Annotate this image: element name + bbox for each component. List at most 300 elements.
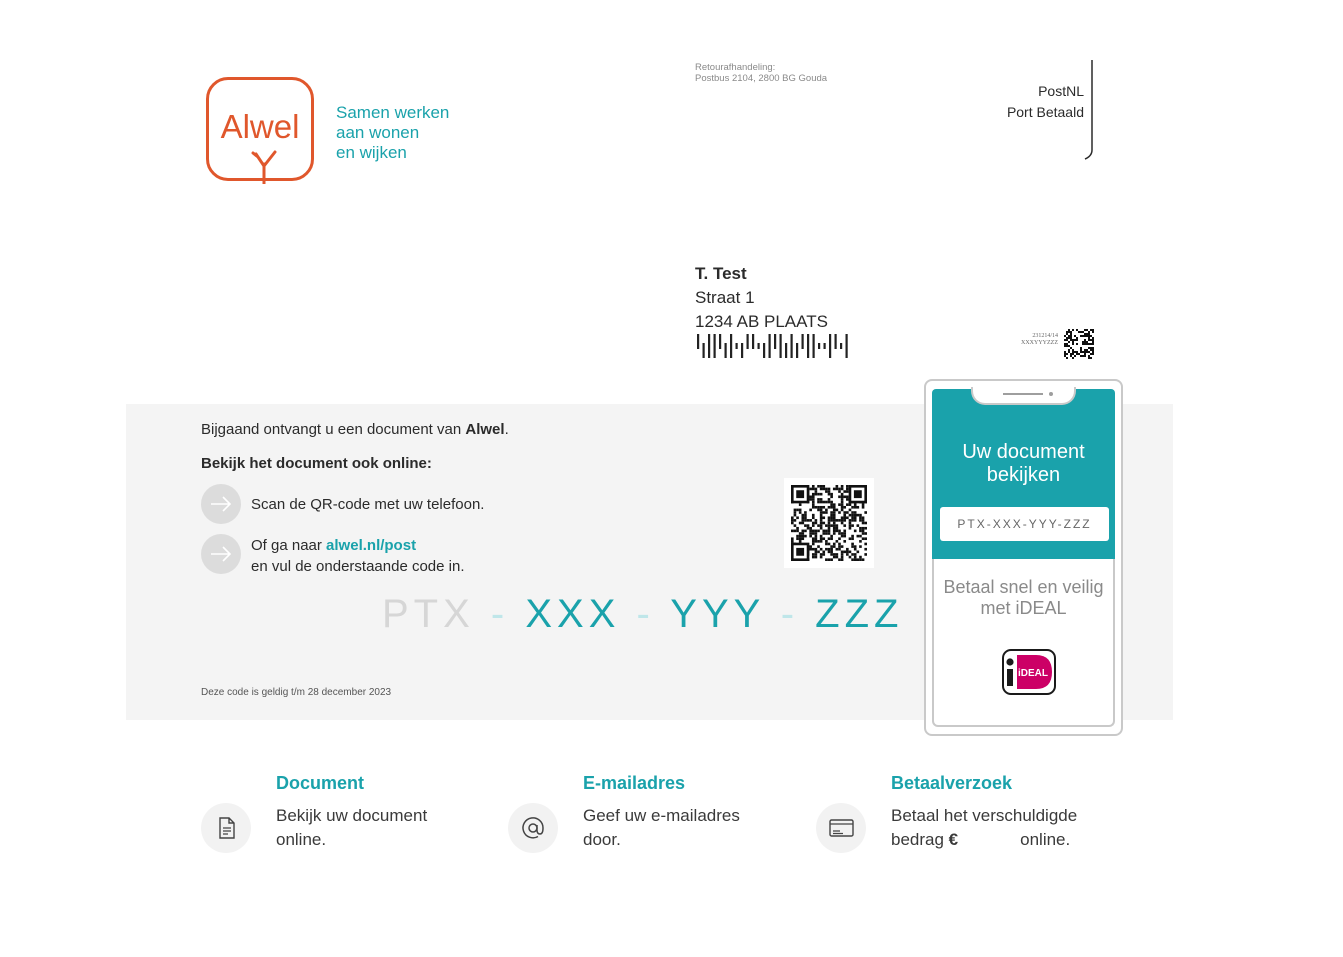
code-validity: Deze code is geldig t/m 28 december 2023 [201, 687, 392, 698]
code-module [1092, 349, 1094, 351]
code-module [1088, 347, 1090, 349]
code-module [862, 537, 865, 540]
code-module [1066, 331, 1068, 333]
code-module [836, 540, 839, 543]
code-module [833, 503, 836, 506]
code-module [1072, 353, 1074, 355]
code-module [833, 545, 836, 548]
code-module [830, 548, 833, 551]
code-module [843, 524, 846, 527]
code-module [833, 522, 836, 525]
code-module [830, 495, 833, 498]
code-module [838, 543, 841, 546]
code-module [838, 530, 841, 533]
code-module [846, 548, 849, 551]
code-part: XXX [525, 592, 621, 636]
tagline-line: aan wonen [336, 123, 420, 142]
code-module [1070, 331, 1072, 333]
qr-finder [854, 490, 862, 498]
code-module [825, 524, 828, 527]
code-module [846, 511, 849, 514]
code-module [791, 522, 794, 525]
barcode-bar [829, 334, 831, 358]
code-module [849, 537, 852, 540]
feature-email-circle [508, 803, 558, 853]
code-module [851, 543, 854, 546]
code-module [854, 548, 857, 551]
code-module [822, 522, 825, 525]
code-module [1068, 337, 1070, 339]
code-module [1072, 357, 1074, 359]
qr-code [784, 478, 874, 568]
code-module [812, 485, 815, 488]
code-module [838, 488, 841, 491]
code-module [833, 527, 836, 530]
code-module [830, 511, 833, 514]
code-module [838, 532, 841, 535]
code-module [841, 516, 844, 519]
code-part: ZZZ [815, 592, 904, 636]
code-module [833, 519, 836, 522]
code-module [1064, 339, 1066, 341]
mail-code [1014, 333, 1058, 347]
code-module [1090, 343, 1092, 345]
code-module [830, 524, 833, 527]
code-module [1084, 355, 1086, 357]
code-module [812, 553, 815, 556]
code-module [1076, 351, 1078, 353]
code-module [1088, 357, 1090, 359]
code-module [843, 519, 846, 522]
code-module [862, 558, 865, 561]
code-module [851, 511, 854, 514]
code-module [841, 535, 844, 538]
code-module [822, 485, 825, 488]
code-module [1070, 335, 1072, 337]
postage-divider [1084, 60, 1096, 160]
code-module [836, 548, 839, 551]
code-module [1076, 339, 1078, 341]
code-module [846, 516, 849, 519]
recipient-street: Straat 1 [695, 288, 755, 307]
code-module [812, 501, 815, 504]
code-module [794, 530, 797, 533]
code-module [812, 495, 815, 498]
code-module [825, 490, 828, 493]
code-module [864, 537, 867, 540]
code-module [820, 540, 823, 543]
feature-document-text: Bekijk uw document online. [276, 806, 428, 849]
code-module [828, 498, 831, 501]
code-module [859, 558, 862, 561]
code-module [864, 548, 867, 551]
payment-text-prefix: Betaal het verschuldigde bedrag [891, 806, 1078, 849]
code-module [799, 532, 802, 535]
code-module [801, 537, 804, 540]
code-module [1092, 341, 1094, 343]
code-module [817, 485, 820, 488]
code-module [801, 519, 804, 522]
code-module [804, 511, 807, 514]
code-module [804, 535, 807, 538]
code-module [1070, 337, 1072, 339]
code-module [822, 537, 825, 540]
code-module [1070, 353, 1072, 355]
phone-mockup [924, 379, 1123, 736]
code-module [841, 509, 844, 512]
code-module [822, 516, 825, 519]
code-module [851, 524, 854, 527]
code-module [799, 503, 802, 506]
code-module [830, 519, 833, 522]
code-module [812, 522, 815, 525]
code-module [799, 522, 802, 525]
phone-speaker [1003, 393, 1043, 395]
code-module [1074, 339, 1076, 341]
code-module [1084, 329, 1086, 331]
code-module [846, 485, 849, 488]
code-module [812, 498, 815, 501]
code-module [857, 551, 860, 554]
code-module [791, 519, 794, 522]
code-module [1088, 351, 1090, 353]
online-heading: Bekijk het document ook online: [201, 455, 432, 472]
code-module [791, 530, 794, 533]
barcode-bar [758, 343, 760, 349]
postage-status: Port Betaald [1006, 104, 1084, 120]
code-module [828, 501, 831, 504]
code-module [825, 509, 828, 512]
kix-barcode [695, 334, 855, 358]
feature-document-circle [201, 803, 251, 853]
code-module [820, 516, 823, 519]
step-website-text [251, 535, 465, 577]
code-module [820, 493, 823, 496]
code-module [820, 519, 823, 522]
code-module [862, 516, 865, 519]
code-module [796, 535, 799, 538]
code-module [820, 527, 823, 530]
barcode-bar [796, 343, 798, 358]
code-module [796, 516, 799, 519]
code-module [817, 493, 820, 496]
code-module [830, 553, 833, 556]
code-module [794, 519, 797, 522]
code-module [820, 548, 823, 551]
code-module [812, 530, 815, 533]
code-module [825, 501, 828, 504]
code-module [1090, 347, 1092, 349]
code-module [833, 532, 836, 535]
code-module [851, 514, 854, 517]
code-module [1090, 357, 1092, 359]
barcode-bar [818, 343, 820, 349]
qr-finder [796, 490, 804, 498]
code-module [864, 511, 867, 514]
code-module [846, 551, 849, 554]
code-module [849, 514, 852, 517]
code-module [1070, 347, 1072, 349]
code-module [851, 506, 854, 509]
code-module [828, 551, 831, 554]
code-module [820, 514, 823, 517]
barcode-bar [785, 343, 787, 358]
code-module [838, 519, 841, 522]
code-module [817, 530, 820, 533]
code-module [859, 556, 862, 559]
code-module [815, 551, 818, 554]
code-module [1086, 333, 1088, 335]
code-module [1084, 349, 1086, 351]
code-module [812, 524, 815, 527]
code-module [825, 558, 828, 561]
code-module [815, 537, 818, 540]
code-module [796, 530, 799, 533]
code-module [862, 532, 865, 535]
at-icon [508, 803, 558, 853]
code-module [862, 522, 865, 525]
feature-payment-text [891, 804, 1101, 852]
code-module [862, 527, 865, 530]
code-module [812, 543, 815, 546]
code-module [843, 514, 846, 517]
code-module [1084, 333, 1086, 335]
code-module [849, 556, 852, 559]
code-module [825, 548, 828, 551]
code-module [859, 516, 862, 519]
code-module [1090, 339, 1092, 341]
code-separator: - [780, 592, 800, 636]
code-module [799, 535, 802, 538]
code-module [833, 488, 836, 491]
code-module [801, 532, 804, 535]
code-module [812, 516, 815, 519]
code-module [830, 503, 833, 506]
barcode-bar [763, 343, 765, 358]
code-module [843, 490, 846, 493]
code-module [812, 532, 815, 535]
code-module [796, 537, 799, 540]
tagline [336, 103, 449, 163]
code-module [807, 519, 810, 522]
code-module [838, 548, 841, 551]
payment-currency: € [948, 830, 959, 849]
code-module [836, 556, 839, 559]
code-module [846, 490, 849, 493]
code-module [854, 503, 857, 506]
code-module [830, 537, 833, 540]
code-module [841, 532, 844, 535]
code-module [841, 498, 844, 501]
code-module [1078, 353, 1080, 355]
code-module [1090, 335, 1092, 337]
code-module [804, 524, 807, 527]
barcode-bar [813, 334, 815, 358]
code-module [799, 540, 802, 543]
code-module [809, 498, 812, 501]
code-module [1082, 351, 1084, 353]
recipient-name: T. Test [695, 264, 747, 283]
barcode-bar [736, 343, 738, 349]
code-module [838, 558, 841, 561]
website-link[interactable]: alwel.nl/post [326, 537, 417, 554]
code-module [841, 519, 844, 522]
code-module [854, 519, 857, 522]
code-module [822, 551, 825, 554]
code-module [820, 556, 823, 559]
code-module [828, 522, 831, 525]
code-module [1076, 343, 1078, 345]
phone-camera [1049, 392, 1053, 396]
code-module [801, 530, 804, 533]
barcode-bar [774, 334, 776, 349]
code-module [841, 485, 844, 488]
code-module [1084, 343, 1086, 345]
code-module [843, 540, 846, 543]
code-module [791, 540, 794, 543]
phone-screen-header [932, 389, 1115, 559]
feature-document-heading: Document [276, 773, 365, 793]
code-module [830, 558, 833, 561]
code-module [859, 530, 862, 533]
code-module [1076, 329, 1078, 331]
ideal-label: iDEAL [1018, 668, 1048, 679]
code-module [809, 527, 812, 530]
code-module [1088, 343, 1090, 345]
ideal-logo-icon [1002, 649, 1056, 695]
access-code [382, 592, 903, 637]
code-module [841, 551, 844, 554]
code-module [1084, 353, 1086, 355]
code-module [854, 514, 857, 517]
code-module [1088, 331, 1090, 333]
code-module [1082, 343, 1084, 345]
code-module [841, 493, 844, 496]
code-module [817, 545, 820, 548]
code-module [1072, 339, 1074, 341]
step-website-suffix: en vul de onderstaande code in. [251, 558, 465, 575]
code-module [1092, 339, 1094, 341]
code-module [1086, 335, 1088, 337]
barcode-bar [719, 334, 721, 349]
code-module [825, 511, 828, 514]
code-module [1072, 351, 1074, 353]
code-module [1092, 329, 1094, 331]
code-module [820, 522, 823, 525]
code-module [796, 509, 799, 512]
code-module [851, 516, 854, 519]
code-module [1072, 343, 1074, 345]
barcode-bar [741, 343, 743, 358]
code-module [809, 535, 812, 538]
code-module [1092, 343, 1094, 345]
credit-card-icon [816, 803, 866, 853]
code-module [838, 503, 841, 506]
code-module [828, 519, 831, 522]
code-module [1084, 341, 1086, 343]
code-module [804, 514, 807, 517]
code-module [820, 535, 823, 538]
code-module [843, 532, 846, 535]
code-module [801, 522, 804, 525]
code-module [857, 514, 860, 517]
code-module [862, 519, 865, 522]
code-module [812, 537, 815, 540]
barcode-bar [730, 334, 732, 358]
code-module [836, 524, 839, 527]
document-icon [201, 803, 251, 853]
code-module [801, 516, 804, 519]
code-module [1086, 349, 1088, 351]
code-module [836, 527, 839, 530]
code-module [828, 548, 831, 551]
code-module [849, 527, 852, 530]
code-module [1092, 337, 1094, 339]
code-module [1092, 347, 1094, 349]
code-module [815, 553, 818, 556]
step-website-circle [201, 534, 241, 574]
code-module [1072, 329, 1074, 331]
code-module [841, 522, 844, 525]
code-module [815, 540, 818, 543]
code-module [830, 551, 833, 554]
code-module [1078, 331, 1080, 333]
code-module [1068, 331, 1070, 333]
code-module [1072, 349, 1074, 351]
code-module [822, 506, 825, 509]
code-module [859, 540, 862, 543]
code-module [851, 535, 854, 538]
code-module [807, 527, 810, 530]
code-module [838, 495, 841, 498]
phone-code-field: PTX-XXX-YYY-ZZZ [940, 507, 1109, 541]
code-module [809, 545, 812, 548]
code-module [809, 530, 812, 533]
code-module [1092, 353, 1094, 355]
code-module [825, 532, 828, 535]
barcode-bar [835, 334, 837, 349]
code-prefix: PTX [382, 592, 475, 636]
code-module [841, 556, 844, 559]
code-module [1068, 329, 1070, 331]
code-module [833, 509, 836, 512]
code-module [828, 488, 831, 491]
code-module [846, 498, 849, 501]
code-module [833, 506, 836, 509]
phone-screen-body [932, 559, 1115, 727]
code-module [828, 530, 831, 533]
code-module [1076, 337, 1078, 339]
code-module [862, 530, 865, 533]
phone-notch [971, 387, 1076, 405]
code-module [857, 524, 860, 527]
code-module [830, 514, 833, 517]
code-module [794, 514, 797, 517]
code-module [833, 524, 836, 527]
phone-pay-text: Betaal snel en veilig met iDEAL [943, 577, 1104, 618]
code-module [828, 493, 831, 496]
code-module [841, 488, 844, 491]
code-module [820, 553, 823, 556]
barcode-bar [725, 343, 727, 358]
code-module [820, 524, 823, 527]
code-module [1086, 329, 1088, 331]
code-module [820, 488, 823, 491]
code-module [1086, 341, 1088, 343]
code-module [830, 545, 833, 548]
code-module [851, 558, 854, 561]
code-module [1066, 337, 1068, 339]
